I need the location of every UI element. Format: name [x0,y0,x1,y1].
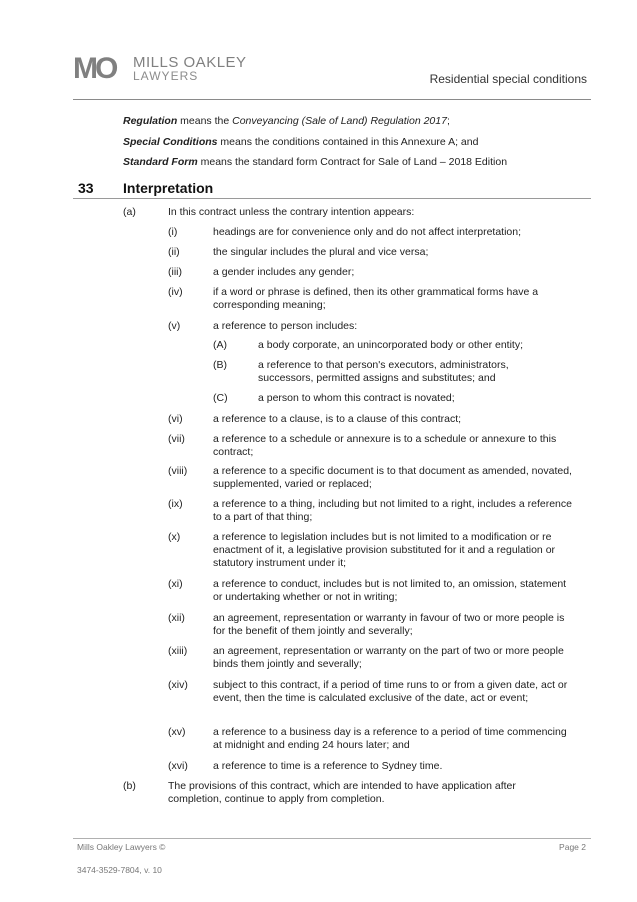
item-text: a reference to a clause, is to a clause of this contract; [213,413,462,425]
definition-term: Regulation [123,115,178,127]
subitem-text: a reference to that person's executors, administrators, successors, permitted assigns and substitutes; and [258,359,509,384]
logo-name: MILLS OAKLEY [133,54,247,71]
item-label: (xiv) [168,679,188,691]
item-label: (vi) [168,413,183,425]
item-label: (viii) [168,465,188,477]
item-label: (xiii) [168,645,188,657]
definition-special-conditions [123,136,478,149]
subitem-text: a person to whom this contract is novated; [258,392,455,404]
item-text: a reference to a thing, including but not limited to a right, includes a reference to a part of that thing; [213,498,572,523]
item-text: the singular includes the plural and vice versa; [213,246,429,258]
item-text: a reference to legislation includes but is not limited to a modification or re enactment of it, a legislative provision substituted for it and a regulation or statutory instrument under it; [213,531,556,569]
para-a-label: (a) [123,206,136,218]
para-b-text: The provisions of this contract, which are intended to have application after completion, continue to apply from completion. [168,780,516,805]
definition-text: means the [177,115,233,127]
item-text: a reference to a schedule or annexure is to a schedule or annexure to this contract; [213,433,557,458]
para-a-text: In this contract unless the contrary intention appears: [168,206,415,218]
footer-copyright: Mills Oakley Lawyers © [77,842,166,852]
definition-text-end: ; [446,115,450,127]
item-label: (ii) [168,246,180,258]
subitem-label: (C) [213,392,228,404]
item-label: (xv) [168,726,186,738]
footer-divider [73,838,591,839]
definition-standard-form [123,156,507,169]
item-label: (xvi) [168,760,188,772]
definition-text: means the standard form Contract for Sale of Land – 2018 Edition [197,156,508,168]
item-text: an agreement, representation or warranty in favour of two or more people is for the benefit of them jointly and severally; [213,612,565,637]
subitem-label: (A) [213,339,227,351]
subitem-label: (B) [213,359,227,371]
section-title: Interpretation [123,180,214,196]
item-label: (i) [168,226,178,238]
item-text: a reference to a business day is a reference to a period of time commencing at midnight and ending 24 hours later; and [213,726,567,751]
item-label: (vii) [168,433,185,445]
item-text: a reference to a specific document is to that document as amended, novated, supplemented, varied or replaced; [213,465,572,490]
header-divider [73,99,591,100]
logo-mark: MO [73,52,116,85]
item-label: (iv) [168,286,183,298]
item-label: (v) [168,320,181,332]
item-text: an agreement, representation or warranty on the part of two or more people binds them jointly and severally; [213,645,564,670]
item-text: if a word or phrase is defined, then its other grammatical forms have a corresponding meaning; [213,286,539,311]
definition-text: means the conditions contained in this Annexure A; and [217,136,479,148]
footer-page-number: Page 2 [559,842,586,852]
item-text: subject to this contract, if a period of time runs to or from a given date, act or event, then the time is calculated exclusive of the date, act or event; [213,679,568,704]
para-b-label: (b) [123,780,136,792]
footer-doc-reference: 3474-3529-7804, v. 10 [77,865,162,875]
item-label: (xii) [168,612,185,624]
item-text: headings are for convenience only and do not affect interpretation; [213,226,522,238]
definition-term: Standard Form [123,156,198,168]
item-text: a reference to time is a reference to Sydney time. [213,760,443,772]
item-text: a reference to conduct, includes but is not limited to, an omission, statement or undertaking whether or not in writing; [213,578,567,603]
definition-term: Special Conditions [123,136,218,148]
section-number: 33 [78,180,94,196]
section-divider [73,198,591,199]
subitem-text: a body corporate, an unincorporated body or other entity; [258,339,524,351]
item-label: (iii) [168,266,182,278]
definition-italic: Conveyancing (Sale of Land) Regulation 2017 [232,115,447,127]
item-label: (x) [168,531,181,543]
item-text: a gender includes any gender; [213,266,355,278]
item-label: (ix) [168,498,183,510]
definition-regulation [123,115,450,128]
item-text: a reference to person includes: [213,320,358,332]
item-label: (xi) [168,578,183,590]
logo-sub: LAWYERS [133,69,199,83]
header-title: Residential special conditions [429,72,587,86]
